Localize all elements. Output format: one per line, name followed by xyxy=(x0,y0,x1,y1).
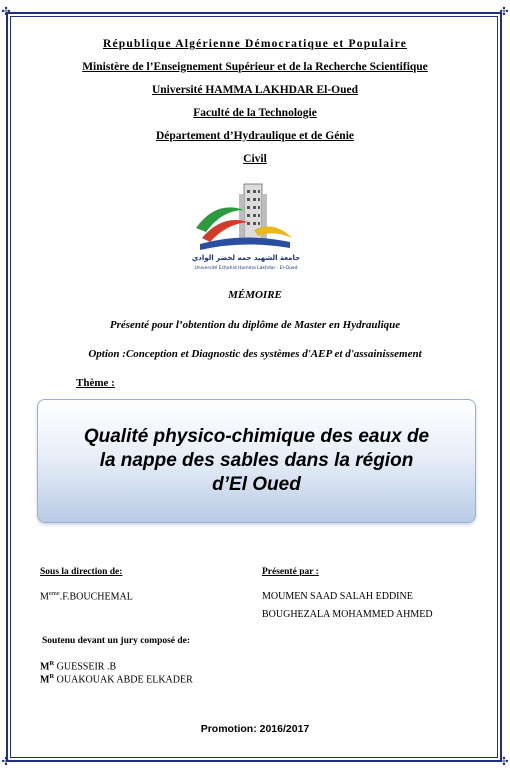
thesis-title xyxy=(37,425,476,497)
header-ministere: Ministère de l’Enseignement Supérieur et de la Recherche Scientifique xyxy=(82,61,428,73)
presente-par-label: Présenté par : xyxy=(262,567,319,577)
jury-member-1-sup: R xyxy=(49,660,55,667)
student-1: MOUMEN SAAD SALAH EDDINE xyxy=(262,591,413,602)
header-departement: Département d’Hydraulique et de Génie xyxy=(155,130,355,142)
jury-member-2-prefix: M xyxy=(40,674,50,686)
logo-latin-text: Université Echahid Hamma Lakhdar · El-Oued xyxy=(194,266,298,271)
direction-label: Sous la direction de: xyxy=(40,567,123,577)
logo-arabic-text: جامعة الشهيد حمه لخضر الوادي xyxy=(192,254,300,262)
corner-ornament-icon: ✣ xyxy=(1,5,11,18)
header-universite: Université HAMMA LAKHDAR El-Oued xyxy=(151,84,359,96)
university-logo-icon xyxy=(192,180,300,272)
header-departement-suite: Civil xyxy=(243,153,267,165)
supervisor-prefix: M xyxy=(40,591,49,603)
thesis-title-line-3: d’El Oued xyxy=(212,474,301,495)
thesis-title-line-2: la nappe des sables dans la région xyxy=(99,450,414,471)
supervisor-surname: .F.BOUCHEMAL xyxy=(59,591,133,603)
corner-ornament-icon: ✣ xyxy=(1,755,11,768)
header-republique: République Algérienne Démocratique et Populaire xyxy=(102,38,408,50)
jury-member-2-name: OUAKOUAK ABDE ELKADER xyxy=(54,674,193,686)
jury-label: Soutenu devant un jury composé de: xyxy=(42,636,191,646)
jury-member-1 xyxy=(40,660,116,672)
jury-member-1-name: GUESSEIR .B xyxy=(54,661,117,673)
theme-label: Thème : xyxy=(76,377,115,389)
thesis-title-line-1: Qualité physico-chimique des eaux de xyxy=(83,426,430,447)
header-faculte: Faculté de la Technologie xyxy=(193,107,317,119)
presente-pour-line: Présenté pour l’obtention du diplôme de Master en Hydraulique xyxy=(109,319,401,331)
student-2: BOUGHEZALA MOHAMMED AHMED xyxy=(262,609,433,620)
corner-ornament-icon: ✣ xyxy=(499,755,509,768)
jury-member-2-sup: R xyxy=(49,673,55,680)
option-line: Option :Conception et Diagnostic des systèmes d'AEP et d'assainissement xyxy=(88,348,422,360)
promotion-line: Promotion: 2016/2017 xyxy=(200,723,310,735)
supervisor-sup: eme xyxy=(48,590,60,597)
jury-member-1-prefix: M xyxy=(40,661,50,673)
jury-member-2 xyxy=(40,673,193,685)
supervisor-name xyxy=(40,590,133,602)
memoire-label: MÉMOIRE xyxy=(228,289,282,301)
corner-ornament-icon: ✣ xyxy=(499,5,509,18)
